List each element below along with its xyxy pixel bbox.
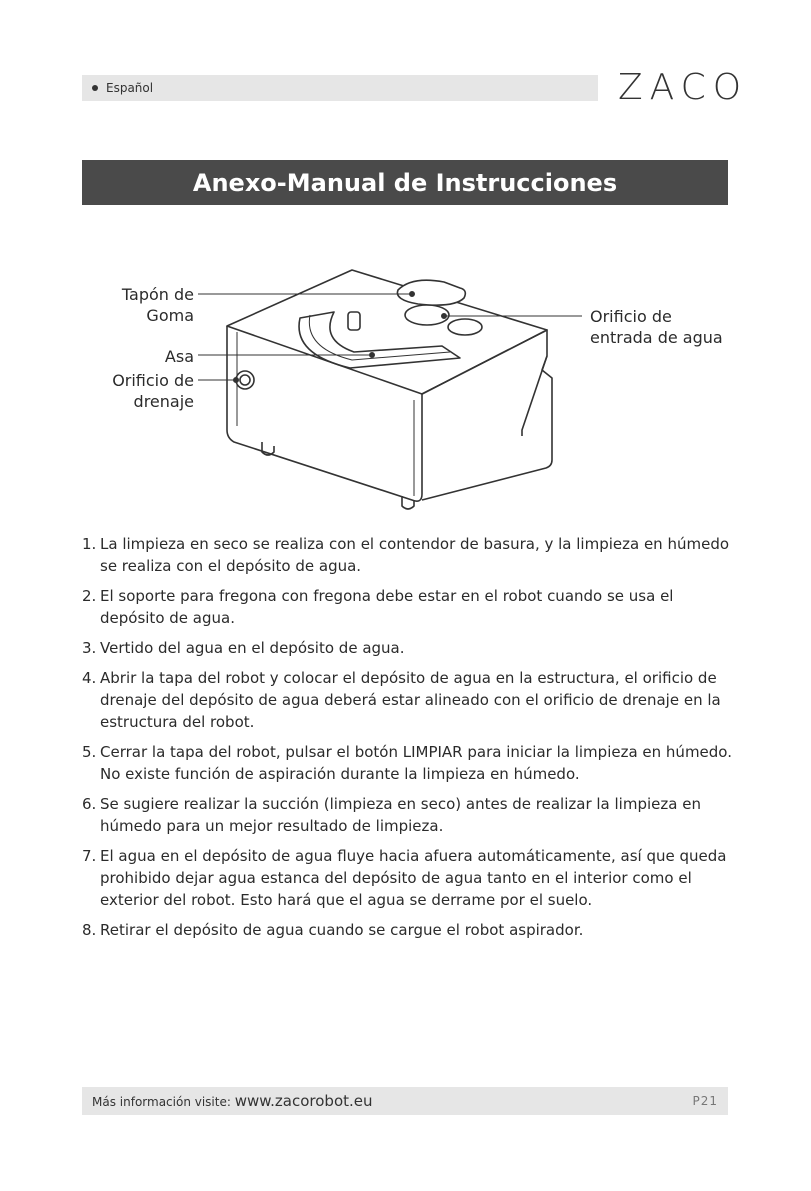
footer-info	[92, 1092, 373, 1110]
list-item: 6. Se sugiere realizar la succión (limpieza en seco) antes de realizar la limpieza en húmedo para un mejor resultado de limpieza.	[82, 795, 701, 835]
page-title	[82, 160, 728, 205]
tank-back-edge	[522, 356, 547, 436]
page-number: P21	[692, 1094, 718, 1108]
callout-water-inlet: Orificio de entrada de agua	[590, 307, 723, 347]
footer-prefix: Más información visite:	[92, 1095, 235, 1109]
list-item: 5. Cerrar la tapa del robot, pulsar el botón LIMPIAR para iniciar la limpieza en húmedo. No existe función de aspiración durante la limpieza en húmedo.	[82, 743, 732, 783]
list-item: 7. El agua en el depósito de agua fluye hacia afuera automáticamente, así que queda prohibido dejar agua estanca del depósito de agua tanto en el interior como el exterior del robot. Esto hará que el agua se derrame por el suelo.	[82, 847, 727, 909]
list-item: 8. Retirar el depósito de agua cuando se cargue el robot aspirador.	[82, 921, 584, 939]
rubber-cap	[397, 280, 465, 305]
instruction-list	[82, 533, 732, 949]
drain-plug-inner	[240, 375, 250, 385]
inlet-ring-inner	[448, 319, 482, 335]
language-label: Español	[106, 81, 154, 95]
callout-handle: Asa	[164, 347, 194, 366]
language-bar	[82, 75, 598, 101]
list-item: 3. Vertido del agua en el depósito de agua.	[82, 639, 405, 657]
tank-right-face	[422, 330, 552, 500]
list-item: 1. La limpieza en seco se realiza con el contendor de basura, y la limpieza en húmedo se realiza con el depósito de agua.	[82, 535, 730, 575]
footer-bar	[82, 1087, 728, 1115]
water-tank-diagram	[82, 260, 728, 520]
callout-rubber-cap: Tapón de Goma	[121, 285, 194, 325]
page-title-text: Anexo-Manual de Instrucciones	[192, 168, 618, 197]
tank-top-face	[227, 270, 547, 394]
list-item: 2. El soporte para fregona con fregona debe estar en el robot cuando se usa el depósito de agua.	[82, 587, 674, 627]
callout-drain: Orificio de drenaje	[112, 371, 194, 411]
handle-post	[348, 312, 360, 330]
zaco-logo: ZACO	[618, 67, 749, 108]
list-item: 4. Abrir la tapa del robot y colocar el depósito de agua en la estructura, el orificio de drenaje del depósito de agua deberá estar alineado con el orificio de drenaje en la estructura del robot.	[82, 669, 721, 731]
bullet-icon	[92, 85, 98, 91]
website-link[interactable]: www.zacorobot.eu	[234, 1092, 373, 1110]
tank-left-face	[227, 326, 422, 501]
